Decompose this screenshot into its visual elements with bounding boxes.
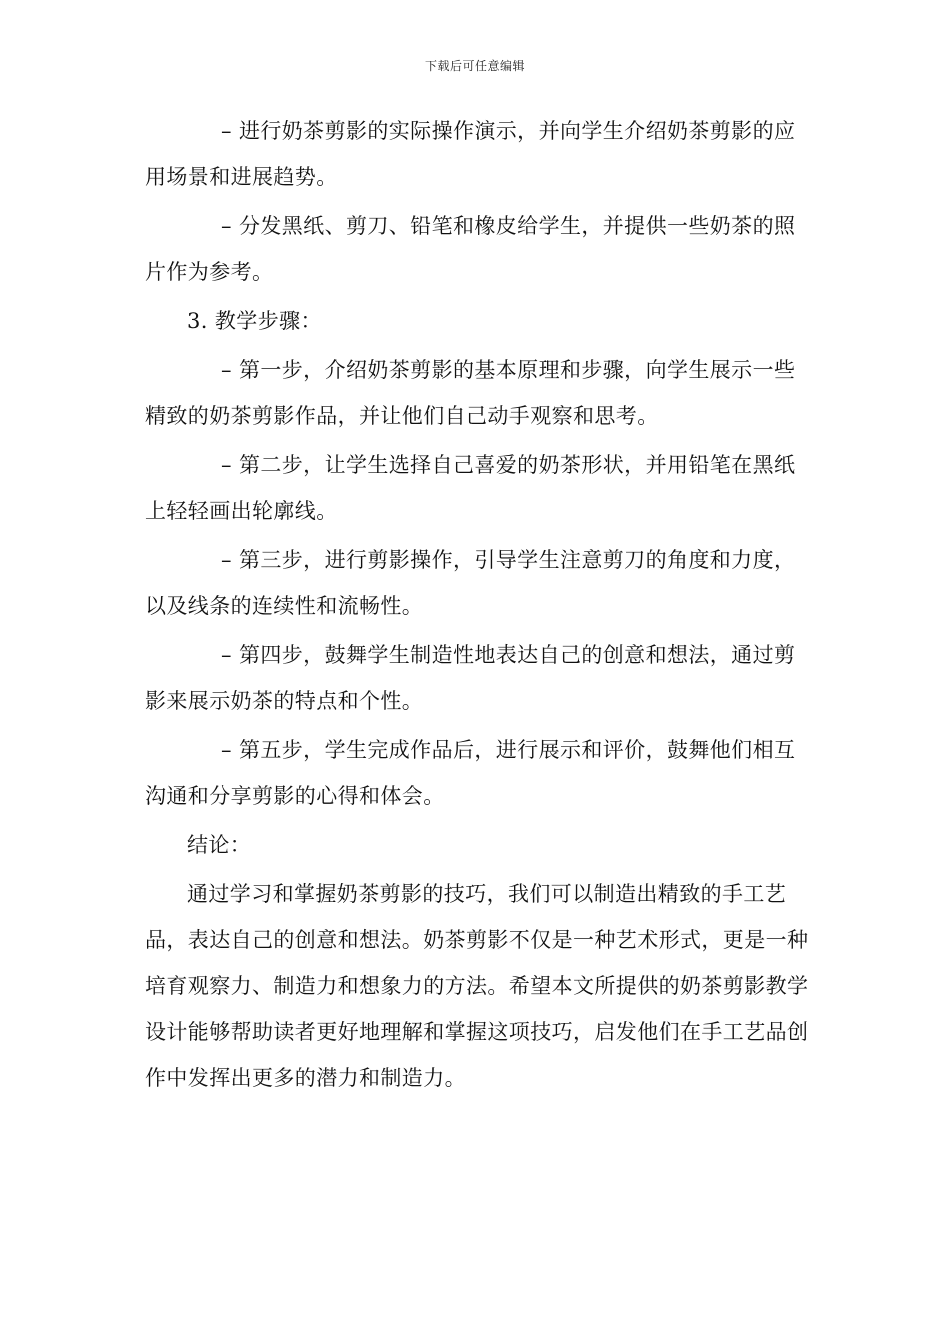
section-heading-conclusion: 结论： (187, 833, 252, 857)
paragraph-step-2: – 第二步，让学生选择自己喜爱的奶茶形状，并用铅笔在黑纸上轻轻画出轮廓线。 (145, 453, 796, 523)
section-heading-steps: 3. 教学步骤： (187, 309, 322, 333)
document-body (145, 108, 810, 1101)
paragraph-demo: – 进行奶茶剪影的实际操作演示，并向学生介绍奶茶剪影的应用场景和进展趋势。 (145, 119, 796, 189)
paragraph-conclusion: 通过学习和掌握奶茶剪影的技巧，我们可以制造出精致的手工艺品，表达自己的创意和想法。奶茶剪影不仅是一种艺术形式，更是一种培育观察力、制造力和想象力的方法。希望本文所提供的奶茶剪影教学设计能够帮助读者更好地理解和掌握这项技巧，启发他们在手工艺品创作中发挥出更多的潜力和制造力。 (145, 882, 809, 1090)
paragraph-step-1: – 第一步，介绍奶茶剪影的基本原理和步骤，向学生展示一些精致的奶茶剪影作品，并让他们自己动手观察和思考。 (145, 358, 796, 428)
paragraph-step-3: – 第三步，进行剪影操作，引导学生注意剪刀的角度和力度，以及线条的连续性和流畅性。 (145, 548, 796, 618)
paragraph-step-4: – 第四步，鼓舞学生制造性地表达自己的创意和想法，通过剪影来展示奶茶的特点和个性。 (145, 643, 796, 713)
page-header: 下载后可任意编辑 (424, 59, 525, 73)
paragraph-materials: – 分发黑纸、剪刀、铅笔和橡皮给学生，并提供一些奶茶的照片作为参考。 (145, 214, 796, 284)
paragraph-step-5: – 第五步，学生完成作品后，进行展示和评价，鼓舞他们相互沟通和分享剪影的心得和体会。 (145, 738, 796, 808)
